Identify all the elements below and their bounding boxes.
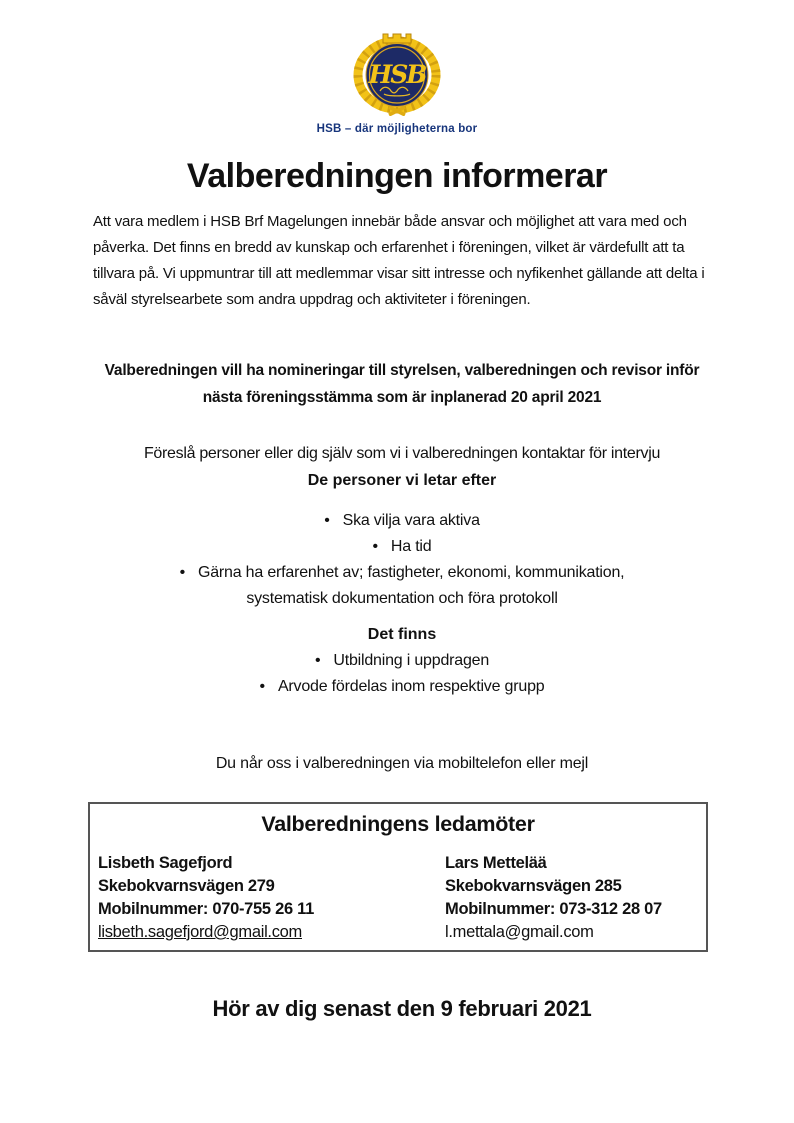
bullet-item-label: Ha tid bbox=[390, 538, 432, 555]
bullet-item-label: Ska vilja vara aktiva bbox=[342, 512, 480, 529]
bullet-marker-icon: • bbox=[259, 678, 265, 695]
bullet-item bbox=[93, 534, 711, 560]
member-card bbox=[98, 852, 445, 944]
member-mobile: Mobilnummer: 070-755 26 11 bbox=[98, 900, 314, 918]
bullet-item-label: Utbildning i uppdragen bbox=[333, 652, 490, 669]
bullet-item bbox=[142, 560, 662, 612]
member-email: l.mettala@gmail.com bbox=[445, 923, 594, 941]
contact-line: Du når oss i valberedningen via mobiltelefon eller mejl bbox=[215, 755, 589, 772]
member-address: Skebokvarnsvägen 279 bbox=[98, 877, 275, 895]
bullet-marker-icon: • bbox=[314, 652, 321, 669]
bullet-marker-icon: • bbox=[372, 538, 378, 555]
looking-for-list bbox=[93, 508, 711, 612]
content-column bbox=[93, 209, 711, 1022]
det-finns-list bbox=[93, 648, 711, 700]
bullet-item-label: Gärna ha erfarenhet av; fastigheter, ekonomi, kommunikation, systematisk dokumentation och föra protokoll bbox=[197, 564, 625, 607]
member-mobile: Mobilnummer: 073-312 28 07 bbox=[445, 900, 662, 918]
bullet-item bbox=[93, 648, 711, 674]
det-finns-heading: Det finns bbox=[367, 626, 437, 643]
member-name: Lars Mettelää bbox=[445, 854, 547, 872]
hsb-monogram: HSB bbox=[368, 60, 426, 89]
bullet-item bbox=[93, 674, 711, 700]
members-box-heading: Valberedningens ledamöter bbox=[261, 812, 535, 836]
bullet-marker-icon: • bbox=[179, 564, 185, 581]
crown-shape bbox=[383, 34, 411, 43]
intro-paragraph: Att vara medlem i HSB Brf Magelungen innebär både ansvar och möjlighet att vara med och påverka. Det finns en bredd av kunskap och erfarenhet i föreningen, vilket är värdefullt att ta tillvara på. Vi uppmuntrar till att medlemmar visar sitt intresse och nyfikenhet gällande att delta i såväl styrelsearbete som andra uppdrag och aktiviteter i föreningen. bbox=[93, 213, 705, 308]
nomination-call: Valberedningen vill ha nomineringar till styrelsen, valberedningen och revisor inför nästa föreningsstämma som är inplanerad 20 april 2021 bbox=[104, 362, 700, 406]
bullet-item-label: Arvode fördelas inom respektive grupp bbox=[277, 678, 545, 695]
bullet-item bbox=[93, 508, 711, 534]
member-email-link[interactable]: lisbeth.sagefjord@gmail.com bbox=[98, 923, 302, 941]
page-title: Valberedningen informerar bbox=[186, 157, 608, 195]
logo-block bbox=[0, 0, 794, 135]
member-address: Skebokvarnsvägen 285 bbox=[445, 877, 622, 895]
members-columns bbox=[90, 852, 706, 950]
member-name: Lisbeth Sagefjord bbox=[98, 854, 233, 872]
members-box bbox=[88, 802, 708, 952]
looking-for-heading: De personer vi letar efter bbox=[307, 472, 497, 489]
member-card bbox=[445, 852, 698, 944]
hsb-logo-icon bbox=[347, 32, 447, 116]
suggest-line: Föreslå personer eller dig själv som vi i valberedningen kontaktar för intervju bbox=[143, 445, 661, 462]
deadline-line: Hör av dig senast den 9 februari 2021 bbox=[212, 996, 592, 1021]
bullet-marker-icon: • bbox=[324, 512, 330, 529]
logo-tagline: HSB – där möjligheterna bor bbox=[316, 123, 478, 135]
